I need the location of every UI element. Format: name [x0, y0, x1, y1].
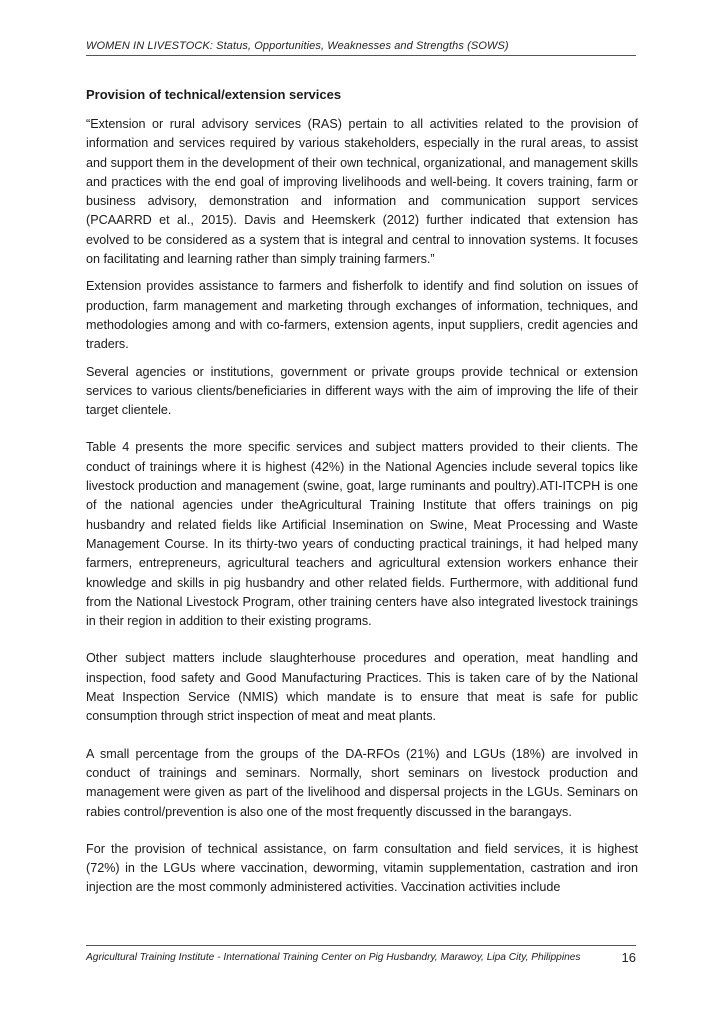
paragraph: Other subject matters include slaughterhouse procedures and operation, meat handling and inspection, food safety and Good Manufacturing Practices. This is taken care of by the National Meat Inspection Service (NMIS) which mandate is to ensure that meat is safe for public consumption through strict inspection of meat and meat plants.: [86, 651, 638, 724]
paragraph: Extension provides assistance to farmers and fisherfolk to identify and find solution on issues of production, farm management and marketing through exchanges of information, techniques, and methodologies among and with co-farmers, extension agents, input suppliers, credit agencies and traders.: [86, 279, 638, 352]
paragraph: A small percentage from the groups of the DA-RFOs (21%) and LGUs (18%) are involved in conduct of trainings and seminars. Normally, short seminars on livestock production and management were given as part of the livelihood and dispersal projects in the LGUs. Seminars on rabies control/prevention is also one of the most frequently discussed in the barangays.: [86, 746, 638, 819]
section-title: Provision of technical/extension services: [86, 87, 342, 102]
footer-text: Agricultural Training Institute - International Training Center on Pig Husbandry, Marawoy, Lipa City, Philippines: [86, 952, 581, 963]
page-number: 16: [621, 950, 636, 965]
running-header: WOMEN IN LIVESTOCK: Status, Opportunities, Weaknesses and Strengths (SOWS): [86, 40, 636, 56]
running-footer: [86, 945, 636, 963]
paragraph: Table 4 presents the more specific services and subject matters provided to their clients. The conduct of trainings where it is highest (42%) in the National Agencies include several topics like livestock production and management (swine, goat, large ruminants and poultry).ATI-ITCPH is one of the national agencies under theAgricultural Training Institute that offers trainings on pig husbandry and related fields like Artificial Insemination on Swine, Meat Processing and Waste Management Course. In its thirty-two years of conducting practical trainings, it had helped many farmers, entrepreneurs, agricultural teachers and agricultural extension workers enhance their knowledge and skills in pig husbandry and other related fields. Furthermore, with additional fund from the National Livestock Program, other training centers have also integrated livestock trainings in their region in addition to their existing programs.: [86, 440, 638, 629]
page-body: [86, 86, 638, 906]
paragraph: “Extension or rural advisory services (RAS) pertain to all activities related to the provision of information and services required by various stakeholders, especially in the rural areas, to assist and support them in the development of their own technical, organizational, and management skills and practices with the end goal of improving livelihoods and well-being. It covers training, farm or business advisory, demonstration and information and communication support services (PCAARRD et al., 2015). Davis and Heemskerk (2012) further indicated that extension has evolved to be considered as a system that is integral and central to innovation systems. It focuses on facilitating and learning rather than simply training farmers.”: [86, 117, 638, 267]
paragraph: Several agencies or institutions, government or private groups provide technical or extension services to various clients/beneficiaries in different ways with the aim of improving the life of their target clientele.: [86, 364, 638, 418]
paragraph: For the provision of technical assistance, on farm consultation and field services, it is highest (72%) in the LGUs where vaccination, deworming, vitamin supplementation, castration and iron injection are the most commonly administered activities. Vaccination activities include: [86, 841, 638, 895]
